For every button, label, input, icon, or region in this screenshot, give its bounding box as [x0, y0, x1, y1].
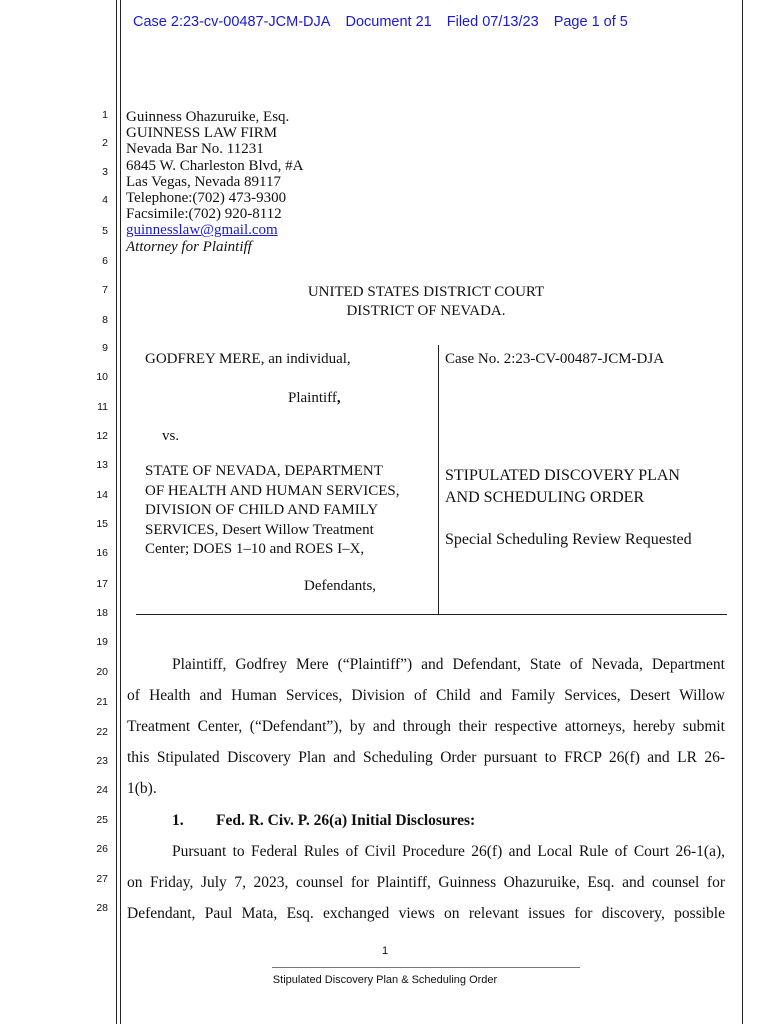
plaintiff-label [288, 390, 341, 407]
defendant-line: OF HEALTH AND HUMAN SERVICES, [145, 482, 400, 499]
attorney-name: Guinness Ohazuruike, Esq. [126, 109, 290, 125]
body-line: Pursuant to Federal Rules of Civil Procedure 26(f) and Local Rule of Court 26-1(a), [172, 843, 725, 860]
law-firm-name: GUINNESS LAW FIRM [126, 125, 278, 142]
stamp-document-number: Document 21 [345, 14, 432, 30]
body-line: 1(b). [127, 780, 157, 797]
line-number: 1 [102, 109, 108, 121]
facsimile: Facsimile:(702) 920-8112 [126, 206, 282, 223]
court-name: UNITED STATES DISTRICT COURT [307, 284, 545, 300]
stamp-filed-date: Filed 07/13/23 [446, 14, 539, 30]
caption-horizontal-divider [136, 614, 727, 615]
line-number: 25 [96, 814, 108, 826]
document-title-line-1: STIPULATED DISCOVERY PLAN [445, 467, 680, 484]
line-number: 3 [102, 166, 108, 178]
line-number: 23 [96, 755, 108, 767]
line-number: 2 [102, 137, 108, 149]
plaintiff-name: GODFREY MERE, an individual, [145, 351, 351, 367]
line-number: 24 [96, 784, 108, 796]
defendant-line: STATE OF NEVADA, DEPARTMENT [145, 463, 383, 479]
plaintiff-label-comma: , [336, 390, 341, 406]
court-heading [126, 283, 726, 321]
caption-vertical-divider [438, 345, 439, 615]
line-number: 9 [102, 342, 108, 354]
court-district: DISTRICT OF NEVADA. [346, 303, 506, 319]
defendant-line: Center; DOES 1–10 and ROES I–X, [145, 541, 365, 557]
versus: vs. [162, 428, 180, 444]
line-number: 15 [96, 518, 108, 530]
email-link[interactable]: guinnesslaw@gmail.com [126, 222, 278, 239]
body-line: Treatment Center, (“Defendant”), by and through their respective attorneys, hereby submit [127, 718, 725, 735]
footer-rule [272, 967, 580, 968]
line-number: 18 [96, 607, 108, 619]
body-line: Defendant, Paul Mata, Esq. exchanged views on relevant issues for discovery, possible [127, 905, 725, 922]
line-number: 5 [102, 225, 108, 237]
plaintiff-label-text: Plaintiff [288, 390, 337, 406]
line-number: 7 [102, 284, 108, 296]
line-number: 12 [96, 430, 108, 442]
section-title: Fed. R. Civ. P. 26(a) Initial Disclosures: [216, 812, 476, 829]
defendant-line: DIVISION OF CHILD AND FAMILY [145, 502, 379, 518]
body-line: Plaintiff, Godfrey Mere (“Plaintiff”) and Defendant, State of Nevada, Department [172, 656, 725, 673]
page-number: 1 [381, 945, 389, 957]
line-number: 21 [96, 696, 108, 708]
bar-number: Nevada Bar No. 11231 [126, 141, 264, 158]
line-number: 26 [96, 843, 108, 855]
line-number: 6 [102, 255, 108, 267]
special-review-note: Special Scheduling Review Requested [445, 531, 692, 548]
line-number: 28 [96, 902, 108, 914]
section-number: 1. [172, 812, 184, 829]
line-number: 8 [102, 314, 108, 326]
defendant-line: SERVICES, Desert Willow Treatment [145, 521, 374, 538]
line-number: 22 [96, 726, 108, 738]
footer-document-title: Stipulated Discovery Plan & Scheduling Order [272, 974, 498, 986]
body-line: on Friday, July 7, 2023, counsel for Plaintiff, Guinness Ohazuruike, Esq. and counsel for [127, 874, 725, 891]
line-number: 4 [102, 194, 108, 206]
line-number: 16 [96, 547, 108, 559]
line-number: 20 [96, 666, 108, 678]
section-heading [172, 812, 475, 830]
attorney-role: Attorney for Plaintiff [126, 238, 252, 255]
address-line-1: 6845 W. Charleston Blvd, #A [126, 157, 304, 174]
stamp-case-number: Case 2:23-cv-00487-JCM-DJA [133, 14, 331, 30]
line-number: 17 [96, 578, 108, 590]
document-title-line-2: AND SCHEDULING ORDER [445, 489, 645, 506]
left-margin-rule-inner [120, 0, 121, 1024]
case-number: Case No. 2:23-CV-00487-JCM-DJA [445, 351, 665, 367]
body-line: of Health and Human Services, Division of Child and Family Services, Desert Willow [127, 687, 725, 704]
line-number: 11 [97, 401, 108, 413]
line-number: 13 [96, 459, 108, 471]
line-number: 14 [96, 489, 108, 501]
filing-stamp [133, 14, 639, 30]
telephone: Telephone:(702) 473-9300 [126, 190, 287, 207]
body-line: this Stipulated Discovery Plan and Scheduling Order pursuant to FRCP 26(f) and LR 26- [127, 749, 725, 766]
line-number: 19 [96, 636, 108, 648]
line-number: 10 [96, 371, 108, 383]
defendant-names [145, 462, 400, 560]
address-line-2: Las Vegas, Nevada 89117 [126, 173, 281, 190]
stamp-page-count: Page 1 of 5 [553, 14, 628, 30]
attorney-block [126, 109, 304, 255]
defendants-label: Defendants, [304, 578, 377, 594]
line-number: 27 [96, 873, 108, 885]
left-margin-rule-outer [116, 0, 117, 1024]
right-margin-rule [742, 0, 743, 1024]
